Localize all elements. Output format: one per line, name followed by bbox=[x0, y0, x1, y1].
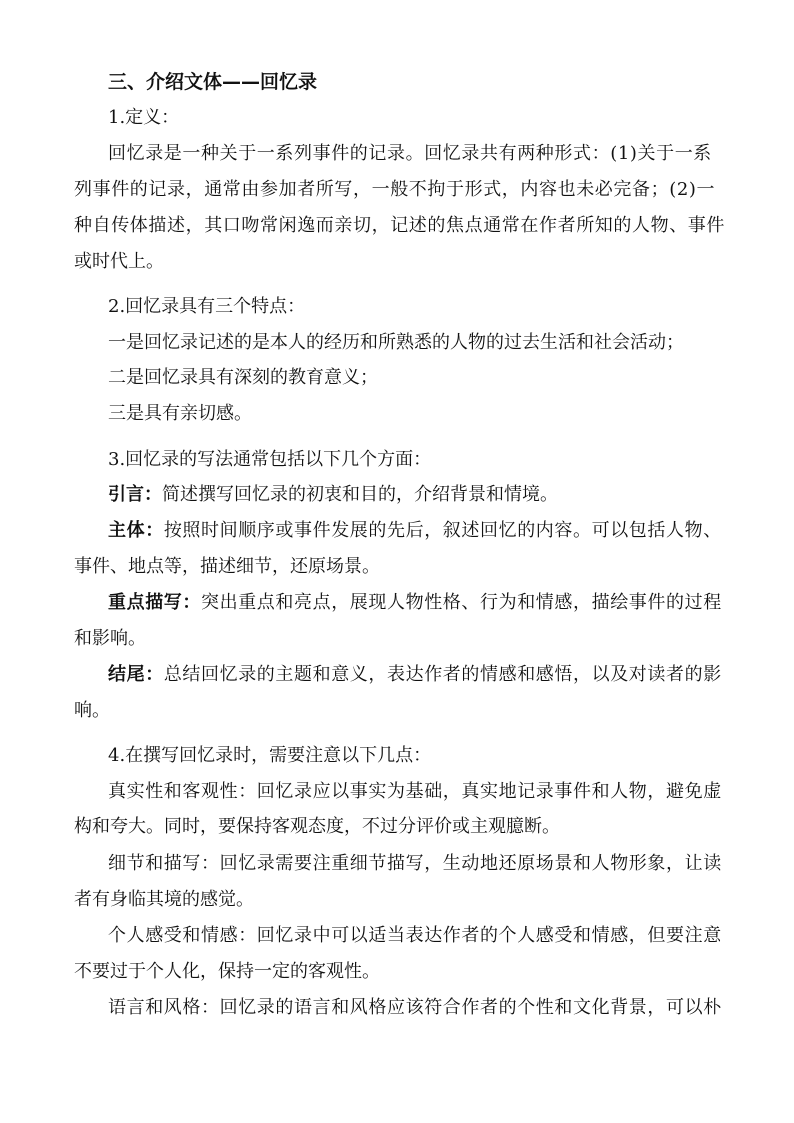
section-heading: 三、介绍文体——回忆录 bbox=[108, 71, 318, 93]
ending-text-continued: 响。 bbox=[74, 700, 110, 721]
ending-label: 结尾： bbox=[108, 664, 164, 685]
body-text: 按照时间顺序或事件发展的先后，叙述回忆的内容。可以包括人物、 bbox=[163, 520, 722, 541]
definition-line: 或时代上。 bbox=[74, 251, 164, 272]
definition-line: 种自传体描述，其口吻常闲逸而亲切，记述的焦点通常在作者所知的人物、事件 bbox=[74, 215, 725, 236]
notes-title: 4.在撰写回忆录时，需要注意以下几点： bbox=[108, 745, 432, 766]
note-line: 语言和风格：回忆录的语言和风格应该符合作者的个性和文化背景，可以朴 bbox=[108, 997, 722, 1018]
definition-line: 列事件的记录，通常由参加者所写，一般不拘于形式，内容也未必完备；(2)一 bbox=[74, 179, 716, 200]
intro-label: 引言： bbox=[108, 484, 162, 505]
ending-paragraph bbox=[108, 663, 722, 687]
note-line: 个人感受和情感：回忆录中可以适当表达作者的个人感受和情感，但要注意 bbox=[108, 925, 722, 946]
focus-text-continued: 和影响。 bbox=[74, 628, 146, 649]
note-line: 构和夸大。同时，要保持客观态度，不过分评价或主观臆断。 bbox=[74, 816, 560, 837]
feature-item: 一是回忆录记述的是本人的经历和所熟悉的人物的过去生活和社会活动； bbox=[108, 332, 684, 353]
body-paragraph bbox=[108, 519, 722, 543]
body-label: 主体： bbox=[108, 520, 164, 541]
feature-item: 三是具有亲切感。 bbox=[108, 403, 252, 424]
focus-paragraph bbox=[108, 591, 722, 615]
focus-label: 重点描写： bbox=[108, 592, 201, 613]
note-line: 细节和描写：回忆录需要注重细节描写，生动地还原场景和人物形象，让读 bbox=[108, 853, 722, 874]
ending-text: 总结回忆录的主题和意义，表达作者的情感和感悟，以及对读者的影 bbox=[163, 664, 722, 685]
body-text-continued: 事件、地点等，描述细节，还原场景。 bbox=[74, 556, 380, 577]
note-line: 不要过于个人化，保持一定的客观性。 bbox=[74, 961, 380, 982]
definition-title: 1.定义： bbox=[108, 107, 180, 128]
intro-text: 简述撰写回忆录的初衷和目的，介绍背景和情境。 bbox=[162, 484, 558, 505]
intro-paragraph bbox=[108, 483, 558, 507]
writing-method-title: 3.回忆录的写法通常包括以下几个方面： bbox=[108, 449, 432, 470]
note-line: 者有身临其境的感觉。 bbox=[74, 889, 254, 910]
note-line: 真实性和客观性：回忆录应以事实为基础，真实地记录事件和人物，避免虚 bbox=[108, 781, 722, 802]
focus-text: 突出重点和亮点，展现人物性格、行为和情感，描绘事件的过程 bbox=[201, 592, 722, 613]
features-title: 2.回忆录具有三个特点： bbox=[108, 296, 306, 317]
feature-item: 二是回忆录具有深刻的教育意义； bbox=[108, 367, 378, 388]
definition-line: 回忆录是一种关于一系列事件的记录。回忆录共有两种形式：(1)关于一系 bbox=[108, 143, 712, 164]
